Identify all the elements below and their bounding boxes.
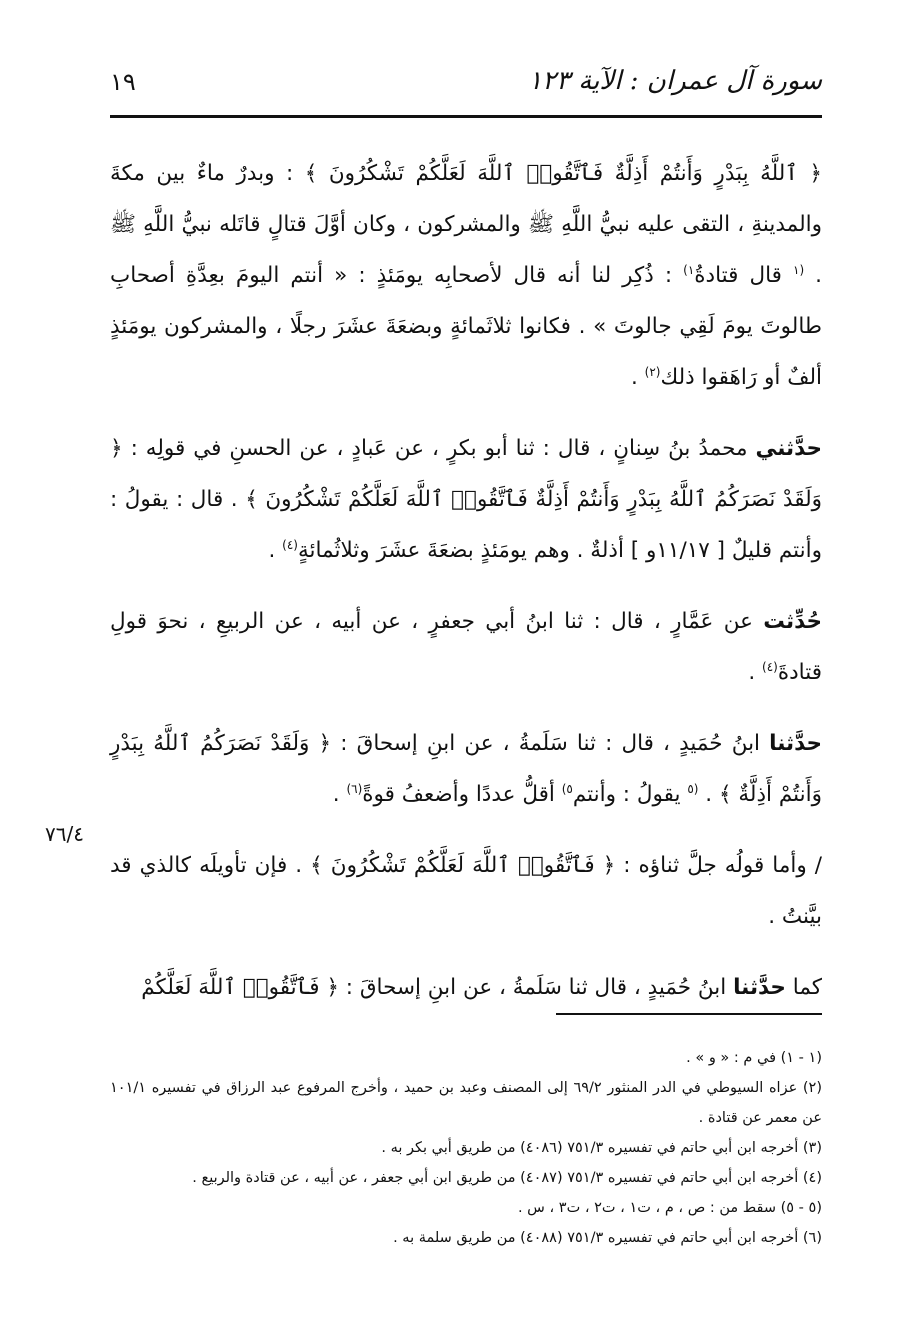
paragraph-spacer — [110, 942, 822, 962]
paragraph-spacer — [110, 698, 822, 718]
paragraph-2 — [110, 423, 822, 576]
paragraph-6 — [110, 962, 822, 1013]
paragraph-1 — [110, 148, 822, 403]
text: ابنُ حُمَيدٍ ، قال : ثنا سَلَمةُ ، عن ابنِ إسحاقَ : — [331, 731, 770, 756]
page-number: ١٩ — [110, 68, 136, 96]
isnad-lead: حُدِّثت — [763, 609, 822, 634]
text: كما — [785, 975, 822, 1000]
text: / وأما قولُه جلَّ ثناؤه : — [615, 853, 822, 878]
quran-verse: ﴿ فَٱتَّقُوا۟ ٱللَّهَ لَعَلَّكُمْ تَشْكُرُونَ ﴾ — [310, 853, 616, 878]
text: . — [748, 660, 763, 685]
text: عن عَمَّارٍ ، قال : ثنا ابنُ أبي جعفرٍ ، عن أبيه ، عن الربيعِ ، نحوَ قولِ قتادةَ — [110, 609, 822, 685]
quran-verse: ﴿ وَلَقَدْ نَصَرَكُمُ ٱللَّهُ بِبَدْرٍ وَأَنتُمْ أَذِلَّةٌ ﴾ — [110, 731, 822, 807]
isnad-lead: حدَّثنا — [769, 731, 822, 756]
quran-verse: ﴿ فَٱتَّقُوا۟ ٱللَّهَ لَعَلَّكُمْ — [141, 975, 339, 1000]
text: محمدُ بنُ سِنانٍ ، قال : ثنا أبو بكرٍ ، عن عَبادٍ ، عن الحسنِ في قولِه : — [122, 436, 756, 461]
text: يقولُ : وأنتم — [572, 782, 688, 807]
paragraph-4 — [110, 718, 822, 820]
footnote-marker: ٥) — [561, 781, 573, 796]
text: . قال : يقولُ : وأنتم قليلٌ [ ١١/١٧و ] أذلةٌ . وهم يومَئذٍ بضعَةَ عشَرَ وثلاثُمائةٍ — [110, 487, 822, 563]
isnad-lead: حدَّثنا — [733, 975, 786, 1000]
footnote-marker: (٦) — [346, 781, 363, 796]
quran-verse: ﴿ ٱللَّهُ بِبَدْرٍ وَأَنتُمْ أَذِلَّةٌ فَٱتَّقُوا۟ ٱللَّهَ لَعَلَّكُمْ تَشْكُرُونَ ﴾ — [304, 161, 822, 186]
footnote: (٤) أخرجه ابن أبي حاتم في تفسيره ٧٥١/٣ (٤٠٨٧) من طريق ابن أبي جعفر ، عن أبيه ، عن قتادة والربيع . — [192, 1170, 822, 1186]
text: . — [332, 782, 347, 807]
paragraph-5 — [110, 840, 822, 942]
text: ابنُ حُمَيدٍ ، قال ثنا سَلَمةُ ، عن ابنِ إسحاقَ : — [338, 975, 734, 1000]
footnote-marker: (٢) — [644, 364, 661, 379]
isnad-lead: حدَّثني — [755, 436, 822, 461]
text: قال قتادةُ — [694, 263, 793, 288]
paragraph-spacer — [110, 576, 822, 596]
paragraph-spacer — [110, 820, 822, 840]
text: : وبدرٌ ماءٌ بين مكةَ والمدينةِ ، التقى عليه نبيُّ اللَّهِ ﷺ والمشركون ، وكان أوَّلَ قتالٍ قاتَله نبيُّ اللَّهِ ﷺ . — [110, 161, 822, 288]
page-header — [110, 62, 822, 102]
footnote: (٣) أخرجه ابن أبي حاتم في تفسيره ٧٥١/٣ (٤٠٨٦) من طريق أبي بكر به . — [381, 1140, 822, 1156]
footnote-marker: (٥ — [687, 781, 699, 796]
footnote-marker: (٤) — [762, 659, 778, 674]
running-title: سورة آل عمران : الآية ١٢٣ — [528, 66, 822, 96]
main-text — [110, 148, 822, 1013]
text: : ذُكِر لنا أنه قال لأصحابِه يومَئذٍ : « أنتم اليومَ بعِدَّةِ أصحابِ طالوتَ يومَ لَقِي جالوتَ » . فكانوا ثلاثَمائةٍ وبضعَةَ عشَرَ رجلًا ، والمشركون يومَئذٍ ألفٌ أو رَاهَقوا ذلك — [110, 263, 822, 390]
text: . — [698, 782, 719, 807]
footnote: (٥ - ٥) سقط من : ص ، م ، ت١ ، ت٢ ، ت٣ ، س . — [517, 1200, 822, 1216]
footnote: (١ - ١) في م : « و » . — [686, 1050, 822, 1066]
footnote-marker: (٤) — [282, 537, 298, 552]
margin-reference: ٧٦/٤ — [45, 822, 84, 846]
header-rule — [110, 115, 822, 118]
footnote: (٢) عزاه السيوطي في الدر المنثور ٦٩/٢ إلى المصنف وعبد بن حميد ، وأخرج المرفوع عبد الرزاق في تفسيره ١٠١/١ عن معمر عن قتادة . — [110, 1080, 822, 1126]
footnote-marker: (١ — [792, 262, 805, 277]
footnote: (٦) أخرجه ابن أبي حاتم في تفسيره ٧٥١/٣ (٤٠٨٨) من طريق سلمة به . — [393, 1230, 822, 1246]
text: أقلُّ عددًا وأضعفُ قوةً — [362, 782, 562, 807]
paragraph-spacer — [110, 403, 822, 423]
paragraph-3 — [110, 596, 822, 698]
footnote-rule — [556, 1013, 822, 1015]
footnotes — [110, 1043, 822, 1253]
text: . — [268, 538, 283, 563]
quran-verse: ﴿ وَلَقَدْ نَصَرَكُمُ ٱللَّهُ بِبَدْرٍ وَأَنتُمْ أَذِلَّةٌ فَٱتَّقُوا۟ ٱللَّهَ لَعَلَّكُمْ تَشْكُرُونَ ﴾ — [110, 436, 822, 512]
footnote-marker: ١) — [683, 262, 695, 277]
text: . فإن تأويلَه كالذي قد بيَّنتُ . — [110, 853, 822, 929]
text: . — [630, 365, 645, 390]
